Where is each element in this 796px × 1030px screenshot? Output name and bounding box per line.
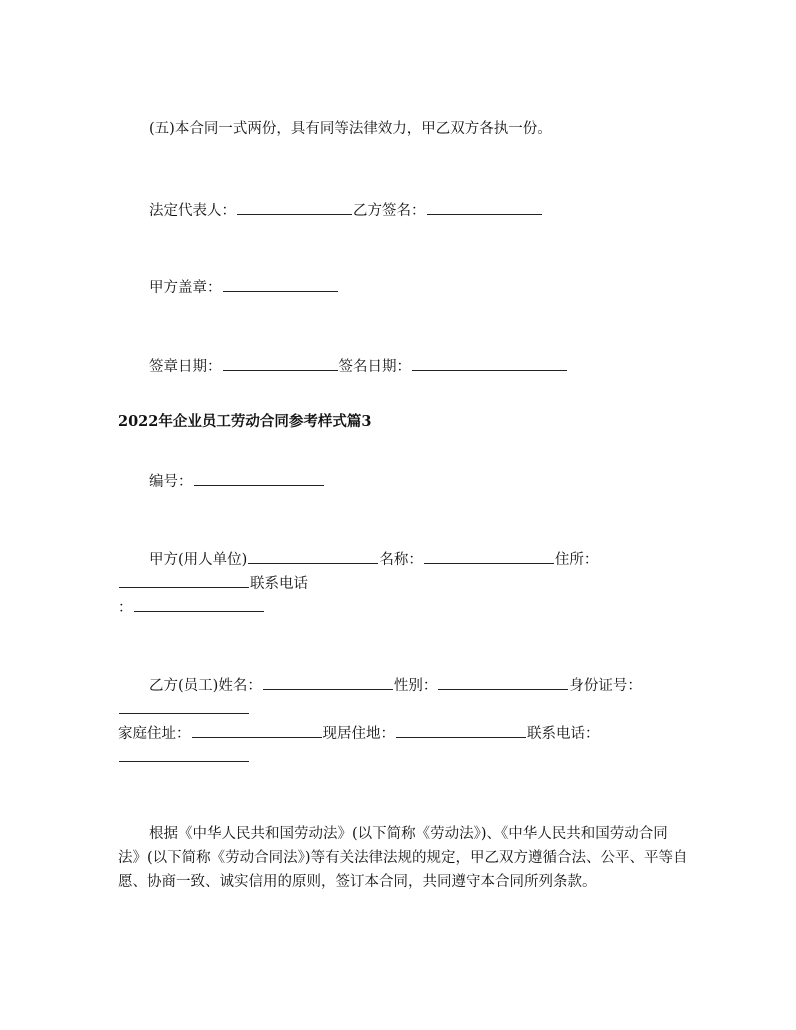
party-a-line-2 [118,571,308,595]
party-b-id-label: 身份证号： [569,678,642,694]
party-a-phone-label: 联系电话 [250,576,308,592]
number-line [149,469,325,493]
section-title: 2022年企业员工劳动合同参考样式篇3 [118,413,372,430]
party-b-sign-blank[interactable] [427,198,542,215]
party-a-address-blank[interactable] [119,571,249,588]
legal-rep-blank[interactable] [237,198,352,215]
seal-date-label: 签章日期： [149,359,222,375]
party-a-name-blank[interactable] [424,547,554,564]
party-b-name-blank[interactable] [263,673,393,690]
party-a-unit-blank[interactable] [248,547,378,564]
party-b-home-blank[interactable] [192,721,322,738]
party-b-sign-label: 乙方签名： [353,203,426,219]
party-a-colon: ： [118,600,133,616]
clause-five: (五)本合同一式两份，具有同等法律效力，甲乙双方各执一份。 [149,121,552,137]
party-a-name-label: 名称： [379,552,423,568]
party-b-gender-label: 性别： [393,678,438,694]
preamble-paragraph: 根据《中华人民共和国劳动法》(以下简称《劳动法》)、《中华人民共和国劳动合同法》(以下简称《劳动合同法》)等有关法律法规的规定，甲乙双方遵循合法、公平、平等自愿、协商一致、诚实信用的原则，签订本合同，共同遵守本合同所列条款。 [118,826,688,890]
party-a-line-3 [118,595,265,619]
party-b-id-blank[interactable] [119,697,249,714]
party-b-line-4 [118,745,250,769]
party-a-seal-label: 甲方盖章： [149,280,222,296]
party-b-phone-label: 联系电话： [527,726,600,742]
number-blank[interactable] [194,469,324,486]
party-b-gender-blank[interactable] [438,673,568,690]
party-a-seal-line [149,275,339,299]
party-a-label: 甲方(用人单位) [149,552,248,568]
legal-rep-label: 法定代表人： [149,203,236,219]
party-a-address-label: 住所： [554,552,599,568]
party-b-current-blank[interactable] [396,721,526,738]
party-b-label: 乙方(员工)姓名： [149,678,262,694]
dates-line [149,354,568,378]
sign-date-label: 签名日期： [338,359,411,375]
party-b-line-3 [118,721,600,745]
sign-date-blank[interactable] [412,354,567,371]
party-b-line [149,673,642,697]
number-label: 编号： [149,474,193,490]
party-b-line-2 [118,697,250,721]
seal-date-blank[interactable] [223,354,338,371]
party-b-current-label: 现居住地： [322,726,395,742]
party-b-phone-blank[interactable] [119,745,249,762]
party-b-home-label: 家庭住址： [118,726,191,742]
legal-rep-line [149,198,543,222]
party-a-line [149,547,598,571]
party-a-seal-blank[interactable] [223,275,338,292]
party-a-phone-blank[interactable] [134,595,264,612]
